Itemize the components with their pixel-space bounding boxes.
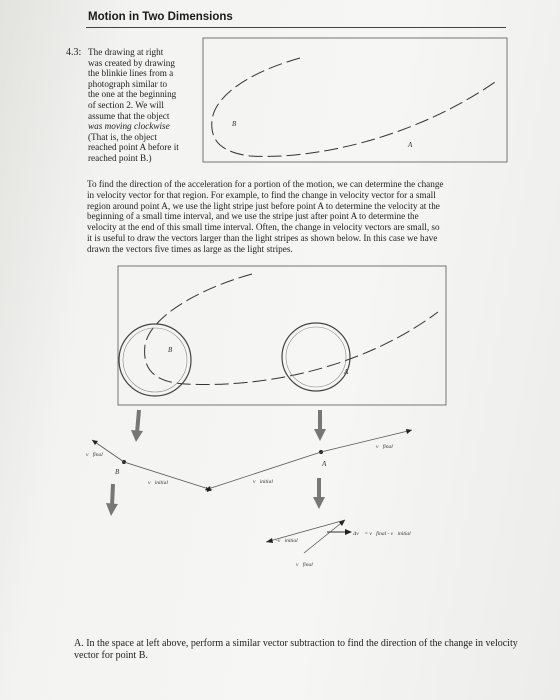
body-line: velocity at the end of this small time interval. Often, the change in velocity vectors are small, so: [87, 222, 440, 233]
lower-point-b-label: B: [168, 346, 173, 354]
top-point-a-label: A: [408, 141, 413, 149]
intro-line: reached point B.): [88, 152, 152, 163]
intro-line: was moving clockwise: [88, 121, 170, 132]
body-line: To find the direction of the acceleration for a portion of the motion, we can determine the change: [87, 179, 444, 189]
lower-figure-frame: [118, 266, 446, 405]
b-v-initial-label: v⃗initial: [148, 480, 168, 486]
b-v-final-arrowhead: [92, 440, 98, 445]
a-v-final-arrowhead: [406, 429, 412, 434]
lower-point-a-label: A: [344, 368, 349, 376]
circle-around-b: [119, 324, 191, 396]
b-v-final-arrow: [92, 440, 124, 462]
intro-line: assume that the object: [88, 110, 170, 121]
lower-blinkie-path: [145, 274, 438, 385]
b-v-initial-arrow: [124, 462, 212, 490]
top-blinkie-path: [212, 58, 498, 156]
v-final-copy-arrow: [304, 520, 345, 553]
delta-v-arrowhead: [345, 529, 352, 535]
intro-line: was created by drawing: [88, 57, 175, 68]
intro-line: the one at the beginning: [88, 89, 177, 100]
a-v-initial-arrowhead: [205, 486, 211, 491]
neg-v-initial-arrowhead: [266, 538, 273, 543]
body-line: in velocity vector for that region. For example, to find the change in velocity vector for a small: [87, 189, 436, 200]
b-v-final-label: v⃗final: [86, 452, 103, 458]
intro-line: (That is, the object: [88, 131, 157, 142]
a-v-initial-label: v⃗initial: [253, 479, 273, 485]
top-point-b-label: B: [232, 120, 237, 128]
body-line: it is useful to draw the vectors larger than the light stripes as shown below. In this case we have: [87, 232, 438, 243]
body-line: drawn the vectors five times as large as the light stripes.: [87, 243, 293, 254]
page-header-title: Motion in Two Dimensions: [88, 11, 233, 23]
intro-line: the blinkie lines from a: [88, 68, 174, 79]
vector-b-label: B: [115, 468, 120, 476]
zoom-arrows: [106, 410, 326, 516]
circle-around-b-inner: [123, 328, 187, 392]
body-line: region around point A, we use the light stripe just before point A to determine the velocity at the: [87, 200, 440, 211]
intro-line: The drawing at right: [88, 47, 164, 57]
intro-line: photograph similar to: [88, 78, 168, 89]
body-line: beginning of a small time interval, and we use the stripe just after point A to determine the: [87, 211, 419, 222]
neg-v-initial-label: -v⃗initial: [276, 538, 298, 544]
a-v-final-label: v⃗final: [376, 444, 393, 450]
delta-v-label: Δv⃗ = v⃗final - v⃗initial: [353, 531, 411, 537]
vector-a-label: A: [322, 460, 327, 468]
problem-number: 4.3:: [66, 47, 82, 58]
intro-line: reached point A before it: [88, 142, 179, 153]
circle-around-a: [282, 323, 350, 391]
a-v-final-arrow: [321, 430, 412, 452]
intro-line: of section 2. We will: [88, 99, 164, 110]
circle-around-a-inner: [286, 327, 346, 387]
v-final-copy-label: v⃗final: [296, 562, 313, 568]
top-figure-frame: [203, 38, 507, 162]
question-a: A. In the space at left above, perform a similar vector subtraction to find the direction of the change in velocity vector for point B.: [74, 638, 518, 661]
